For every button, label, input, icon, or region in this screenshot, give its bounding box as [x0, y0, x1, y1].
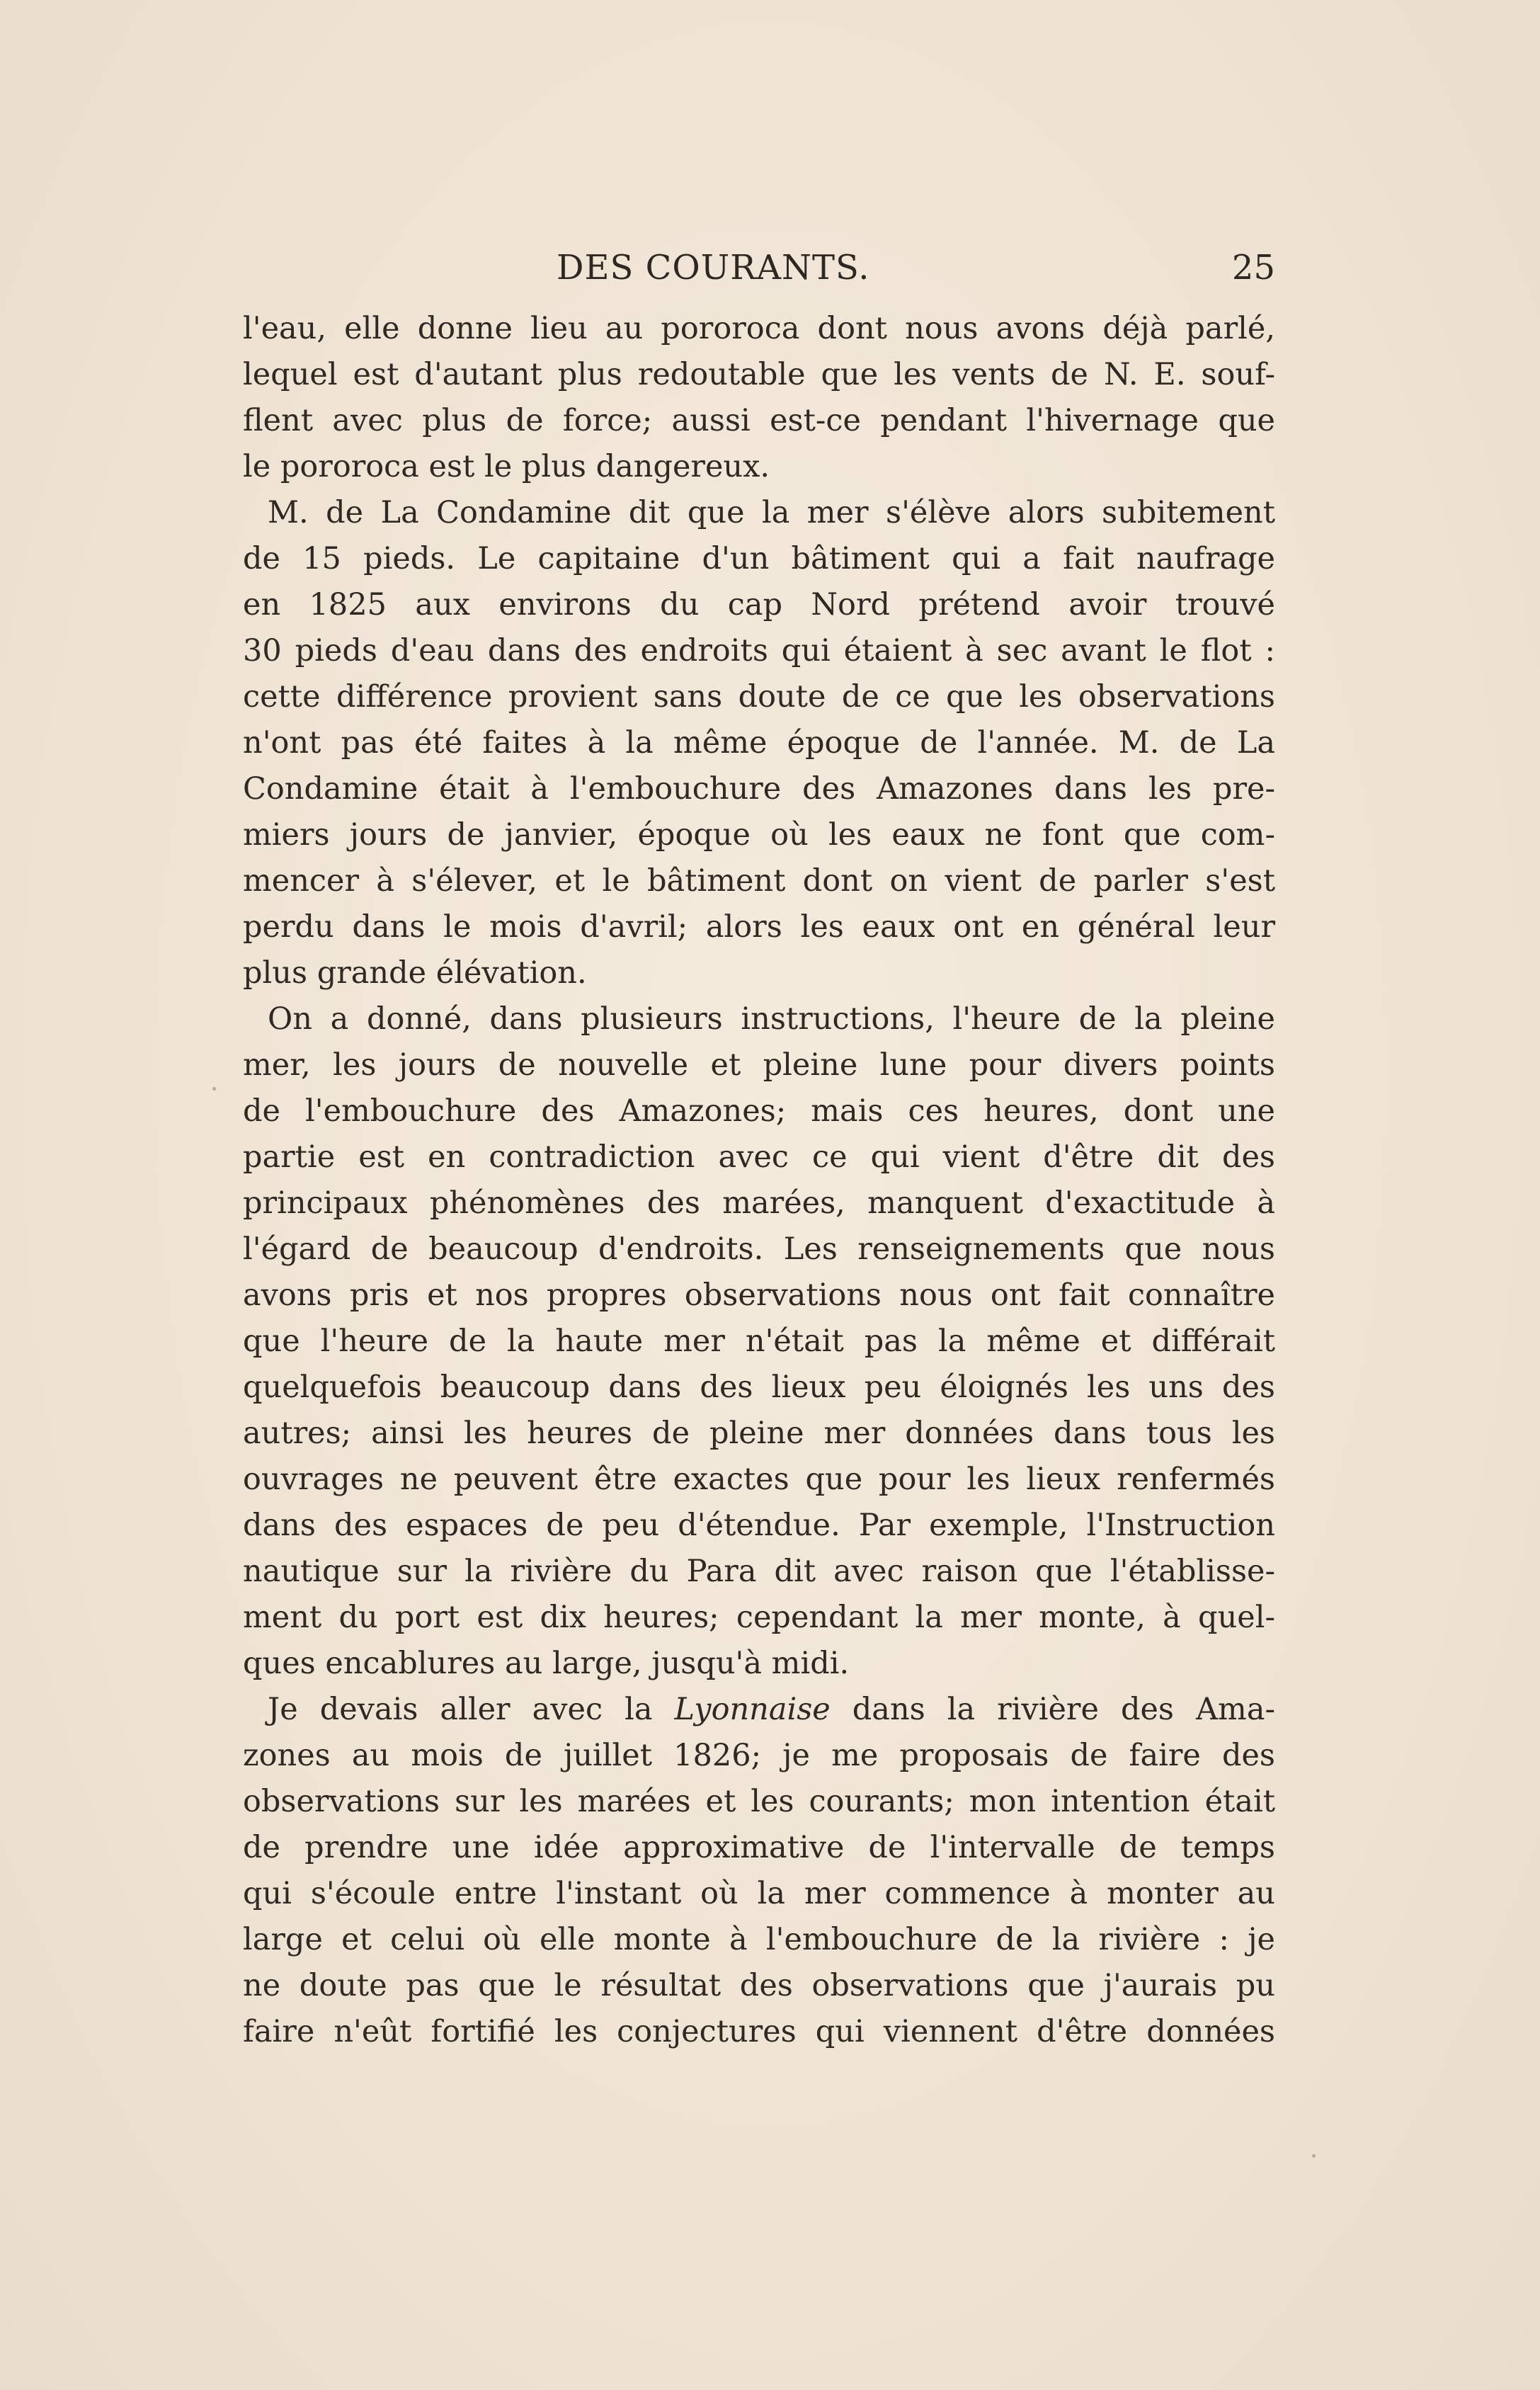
text-line: cette différence provient sans doute de ce que les observations [243, 679, 1275, 715]
text-line: ment du port est dix heures; cependant la mer monte, à quel- [243, 1600, 1275, 1635]
text-line: que l'heure de la haute mer n'était pas la même et différait [243, 1324, 1275, 1359]
text-line: l'égard de beaucoup d'endroits. Les renseignements que nous [243, 1231, 1275, 1267]
text-line: quelquefois beaucoup dans des lieux peu éloignés les uns des [243, 1370, 1275, 1405]
paragraph [243, 306, 1275, 490]
text-line: nautique sur la rivière du Para dit avec raison que l'établisse- [243, 1554, 1275, 1589]
text-line: l'eau, elle donne lieu au pororoca dont nous avons déjà parlé, [243, 311, 1275, 346]
page-header [243, 242, 1275, 292]
text-line: miers jours de janvier, époque où les eaux ne font que com- [243, 817, 1275, 853]
text-line: M. de La Condamine dit que la mer s'élève alors subitement [268, 495, 1275, 530]
text-line: faire n'eût fortifié les conjectures qui viennent d'être données [243, 2014, 1275, 2049]
paragraph [243, 490, 1275, 996]
text-line: large et celui où elle monte à l'embouchure de la rivière : je [243, 1922, 1275, 1957]
ship-name: Lyonnaise [674, 1692, 831, 1727]
text-line: Condamine était à l'embouchure des Amazones dans les pre- [243, 771, 1275, 807]
text-line: mer, les jours de nouvelle et pleine lune pour divers points [243, 1047, 1275, 1083]
text-line: 30 pieds d'eau dans des endroits qui étaient à sec avant le flot : [243, 633, 1275, 668]
running-title: DES COURANTS. [557, 248, 870, 288]
text-line: ouvrages ne peuvent être exactes que pour les lieux renfermés [243, 1462, 1275, 1497]
text-line: n'ont pas été faites à la même époque de l'année. M. de La [243, 725, 1275, 761]
text-line: flent avec plus de force; aussi est-ce pendant l'hivernage que [243, 403, 1275, 438]
text-line: partie est en contradiction avec ce qui vient d'être dit des [243, 1139, 1275, 1175]
text-line: observations sur les marées et les courants; mon intention était [243, 1784, 1275, 1819]
text-segment: dans la rivière des Ama- [830, 1692, 1275, 1727]
text-line: autres; ainsi les heures de pleine mer données dans tous les [243, 1416, 1275, 1451]
page-number: 25 [1231, 248, 1275, 288]
text-line: de 15 pieds. Le capitaine d'un bâtiment qui a fait naufrage [243, 541, 1275, 576]
text-line: principaux phénomènes des marées, manquent d'exactitude à [243, 1185, 1275, 1221]
text-line [243, 1687, 1275, 1733]
text-line: qui s'écoule entre l'instant où la mer commence à monter au [243, 1876, 1275, 1911]
text-line: On a donné, dans plusieurs instructions, l'heure de la pleine [268, 1001, 1275, 1037]
paragraph [243, 996, 1275, 1687]
text-line: avons pris et nos propres observations nous ont fait connaître [243, 1277, 1275, 1313]
paper-speck [1312, 2154, 1316, 2158]
text-line: mencer à s'élever, et le bâtiment dont on vient de parler s'est [243, 863, 1275, 899]
paragraph [243, 1687, 1275, 2055]
text-line: plus grande élévation. [243, 955, 587, 991]
body-text [243, 306, 1275, 2055]
paper-speck [212, 1087, 216, 1091]
text-line: de l'embouchure des Amazones; mais ces heures, dont une [243, 1093, 1275, 1129]
text-line: ne doute pas que le résultat des observations que j'aurais pu [243, 1968, 1275, 2003]
text-line: lequel est d'autant plus redoutable que les vents de N. E. souf- [243, 357, 1275, 392]
text-line: perdu dans le mois d'avril; alors les eaux ont en général leur [243, 909, 1275, 945]
text-line: zones au mois de juillet 1826; je me proposais de faire des [243, 1738, 1275, 1773]
text-line: dans des espaces de peu d'étendue. Par exemple, l'Instruction [243, 1508, 1275, 1543]
text-line: ques encablures au large, jusqu'à midi. [243, 1646, 850, 1681]
text-line: de prendre une idée approximative de l'intervalle de temps [243, 1830, 1275, 1865]
text-line: le pororoca est le plus dangereux. [243, 449, 770, 484]
text-line: en 1825 aux environs du cap Nord prétend avoir trouvé [243, 587, 1275, 622]
text-segment: Je devais aller avec la [268, 1692, 675, 1727]
